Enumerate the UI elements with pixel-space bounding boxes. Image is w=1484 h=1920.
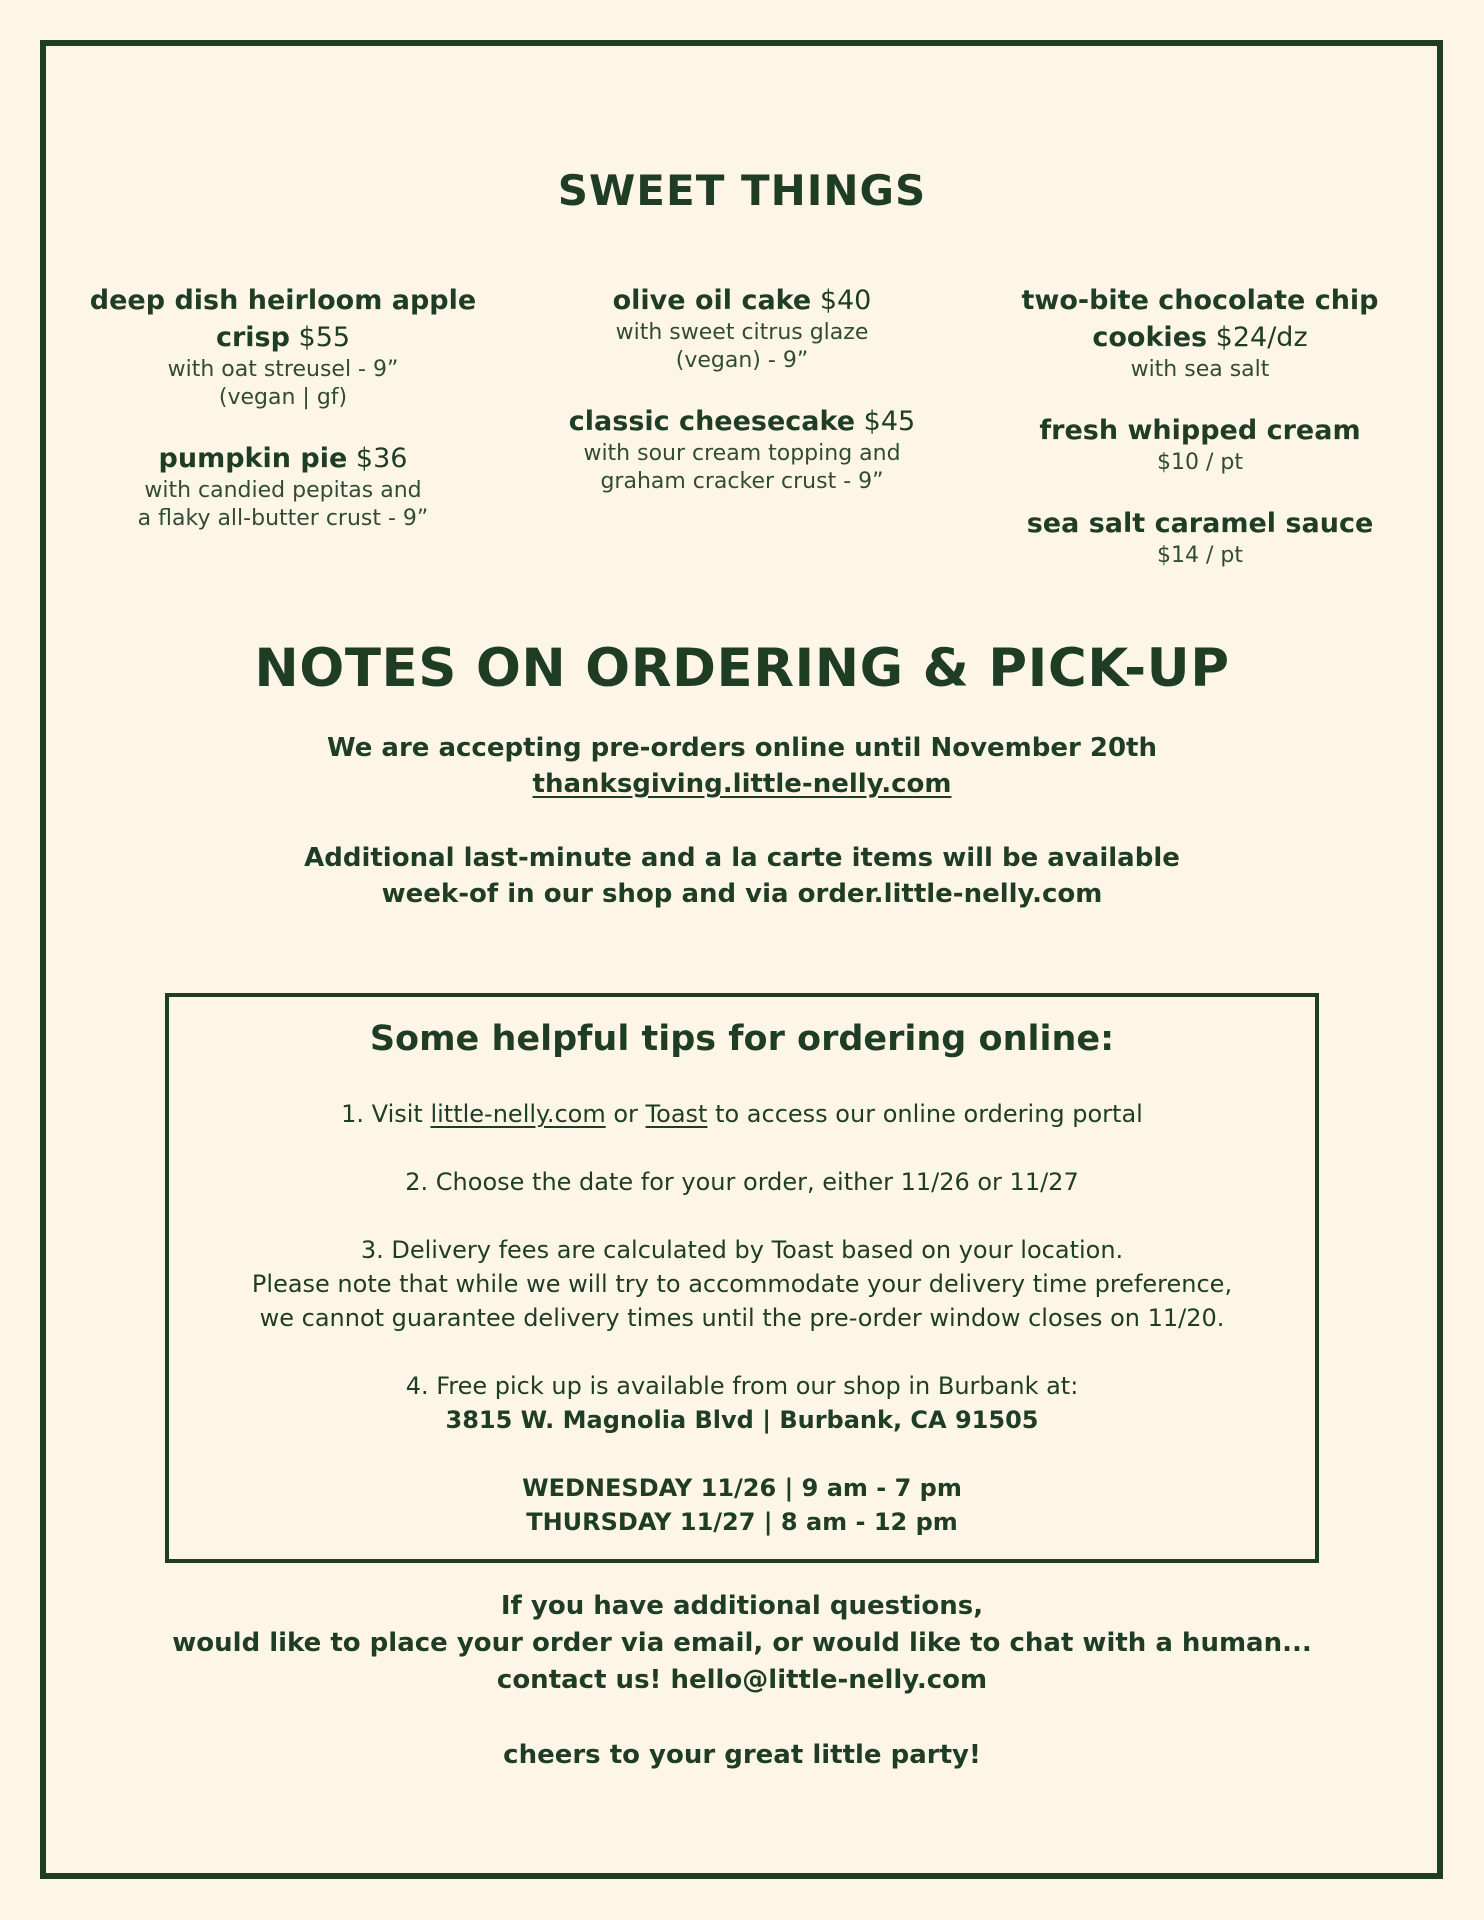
item-name: classic cheesecake	[568, 406, 856, 437]
menu-item-caramel-sauce	[990, 505, 1410, 570]
tip-4	[169, 1369, 1315, 1437]
shop-address: 3815 W. Magnolia Blvd | Burbank, CA 91505	[445, 1406, 1039, 1434]
cheers-line: cheers to your great little party!	[503, 1740, 981, 1770]
menu-item-whipped-cream	[990, 412, 1410, 477]
contact-line-2: would like to place your order via email, or would like to chat with a human...	[172, 1628, 1312, 1658]
pickup-hours	[169, 1471, 1315, 1539]
contact-line-3: contact us! hello@little-nelly.com	[496, 1665, 988, 1695]
item-desc: with candied pepitas and	[144, 478, 422, 503]
menu-item-pumpkin-pie	[73, 440, 493, 533]
sweet-things-title: SWEET THINGS	[557, 166, 927, 215]
additional-text-2: week-of in our shop and via order.little-nelly.com	[381, 879, 1103, 909]
item-name: two-bite chocolate chip cookies	[1021, 285, 1379, 353]
tip-3-line-2: Please note that while we will try to accommodate your delivery time preference,	[251, 1270, 1233, 1298]
item-desc: (vegan | gf)	[218, 385, 348, 410]
menu-item-cookies	[990, 282, 1410, 384]
item-price: $24/dz	[1215, 322, 1308, 353]
preorder-notice	[0, 730, 1484, 802]
menu-item-cheesecake	[532, 403, 952, 496]
tip-4-line-1: 4. Free pick up is available from our shop in Burbank at:	[405, 1372, 1079, 1400]
item-desc: with oat streusel - 9”	[167, 357, 399, 382]
hours-thursday: THURSDAY 11/27 | 8 am - 12 pm	[526, 1508, 958, 1536]
menu-column-1	[73, 282, 493, 561]
tip-3-line-1: 3. Delivery fees are calculated by Toast based on your location.	[360, 1236, 1124, 1264]
tips-title: Some helpful tips for ordering online:	[369, 1019, 1115, 1059]
tips-box	[165, 993, 1319, 1563]
preorder-link[interactable]: thanksgiving.little-nelly.com	[532, 769, 952, 799]
item-desc: with sea salt	[1130, 357, 1270, 382]
item-price: $55	[298, 322, 351, 353]
preorder-text: We are accepting pre-orders online until November 20th	[326, 733, 1157, 763]
item-name: sea salt caramel sauce	[1026, 508, 1374, 539]
tip-1-suffix: to access our online ordering portal	[715, 1100, 1143, 1128]
item-desc: (vegan) - 9”	[675, 348, 809, 373]
tip-3	[169, 1233, 1315, 1335]
item-name: fresh whipped cream	[1039, 415, 1361, 446]
additional-text-1: Additional last-minute and a la carte items will be available	[304, 843, 1180, 873]
item-name: olive oil cake	[612, 285, 812, 316]
hours-wednesday: WEDNESDAY 11/26 | 9 am - 7 pm	[522, 1474, 962, 1502]
contact-line-1: If you have additional questions,	[500, 1591, 984, 1621]
tip-1	[169, 1097, 1315, 1131]
item-name: pumpkin pie	[158, 443, 348, 474]
item-desc: with sour cream topping and	[583, 441, 901, 466]
contact-section	[0, 1588, 1484, 1699]
item-desc: a flaky all-butter crust - 9”	[137, 506, 429, 531]
menu-item-olive-oil-cake	[532, 282, 952, 375]
additional-notice	[0, 840, 1484, 912]
item-desc: graham cracker crust - 9”	[600, 469, 884, 494]
tip-1-or: or	[613, 1100, 638, 1128]
menu-column-3	[990, 282, 1410, 598]
tip-1-prefix: 1. Visit	[341, 1100, 423, 1128]
item-desc: with sweet citrus glaze	[615, 320, 869, 345]
tip-2: 2. Choose the date for your order, either 11/26 or 11/27	[405, 1168, 1079, 1196]
toast-link[interactable]: Toast	[645, 1100, 708, 1128]
item-desc: $10 / pt	[1157, 450, 1243, 475]
menu-item-apple-crisp	[73, 282, 493, 412]
notes-title: NOTES ON ORDERING & PICK-UP	[254, 638, 1230, 699]
menu-column-2	[532, 282, 952, 524]
item-price: $40	[819, 285, 872, 316]
item-price: $36	[355, 443, 408, 474]
little-nelly-link[interactable]: little-nelly.com	[430, 1100, 606, 1128]
tip-3-line-3: we cannot guarantee delivery times until the pre-order window closes on 11/20.	[259, 1304, 1225, 1332]
item-desc: $14 / pt	[1157, 543, 1243, 568]
item-name: deep dish heirloom apple crisp	[89, 285, 477, 353]
item-price: $45	[863, 406, 916, 437]
